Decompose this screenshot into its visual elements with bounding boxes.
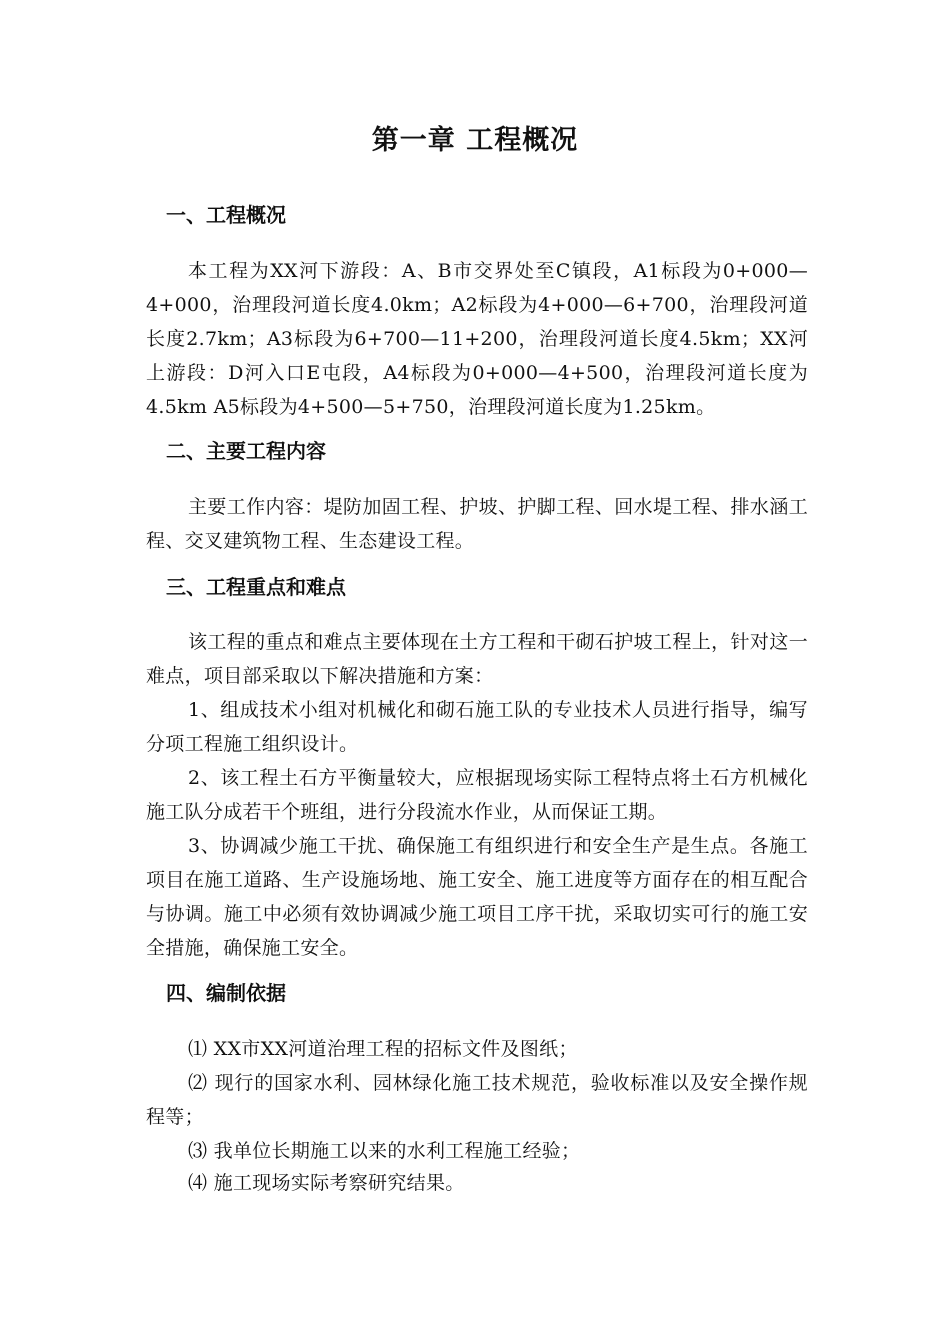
paragraph-overview: 本工程为XX河下游段：A、B市交界处至C镇段，A1标段为0+000—4+000，治理段河道长度4.0km；A2标段为4+000—6+700，治理段河道长度2.7km；A3标段为6+700—11+200，治理段河道长度4.5km；XX河上游段：D河入口E屯段，A4标段为0+000—4+500，治理段河道长度为4.5km A5标段为4+500—5+750，治理段河道长度为1.25km。 — [146, 260, 808, 418]
paragraph-measure-2: 2、该工程土石方平衡量较大，应根据现场实际工程特点将土石方机械化施工队分成若干个班组，进行分段流水作业，从而保证工期。 — [146, 767, 808, 823]
section-heading-overview: 一、工程概况 — [166, 203, 286, 227]
paragraph-basis-1: ⑴ XX市XX河道治理工程的招标文件及图纸； — [188, 1038, 578, 1060]
paragraph-main-content: 主要工作内容：堤防加固工程、护坡、护脚工程、回水堤工程、排水涵工程、交叉建筑物工程、生态建设工程。 — [146, 496, 808, 552]
paragraph-difficulties-intro: 该工程的重点和难点主要体现在土方工程和干砌石护坡工程上，针对这一难点，项目部采取以下解决措施和方案： — [146, 631, 808, 687]
section-heading-key-difficulties: 三、工程重点和难点 — [166, 575, 346, 599]
section-heading-main-content: 二、主要工程内容 — [166, 439, 326, 463]
chapter-title: 第一章 工程概况 — [371, 125, 579, 156]
section-heading-basis: 四、编制依据 — [166, 981, 286, 1005]
paragraph-measure-3: 3、协调减少施工干扰、确保施工有组织进行和安全生产是生点。各施工项目在施工道路、生产设施场地、施工安全、施工进度等方面存在的相互配合与协调。施工中必须有效协调减少施工项目工序干扰，采取切实可行的施工安全措施，确保施工安全。 — [146, 835, 808, 959]
paragraph-basis-4: ⑷ 施工现场实际考察研究结果。 — [188, 1172, 465, 1194]
paragraph-basis-2: ⑵ 现行的国家水利、园林绿化施工技术规范，验收标准以及安全操作规程等； — [146, 1072, 808, 1128]
paragraph-basis-3: ⑶ 我单位长期施工以来的水利工程施工经验； — [188, 1140, 581, 1162]
paragraph-measure-1: 1、组成技术小组对机械化和砌石施工队的专业技术人员进行指导，编写分项工程施工组织设计。 — [146, 699, 808, 755]
